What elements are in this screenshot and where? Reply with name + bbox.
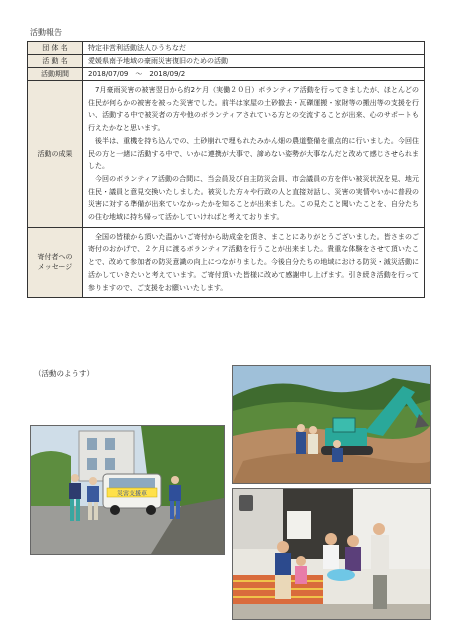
- group-name-label: 団 体 名: [28, 42, 83, 55]
- message-label-line2: メッセージ: [37, 263, 73, 272]
- message-text: [83, 227, 425, 298]
- report-label: 活動報告: [30, 28, 62, 37]
- activity-period-value: 2018/07/09 ～ 2018/09/2: [83, 68, 425, 81]
- results-label: 活動の成果: [28, 81, 83, 228]
- activity-name-label: 活 動 名: [28, 55, 83, 68]
- photo-volunteer-vehicle: [30, 425, 225, 555]
- message-label: [28, 227, 83, 298]
- activity-name-value: 愛媛県南予地域の豪雨災害復旧のための活動: [83, 55, 425, 68]
- row-activity-name: [28, 55, 425, 68]
- message-paragraph-1: 全国の皆様から頂いた温かいご寄付から助成金を頂き、まことにありがとうございました。皆さまのご寄付のおかげで、２ケ月に渡るボランティア活動を行うことが出来ました。貴重な体験をさせて頂いたことで、改めて参加者の防災意識の向上につながりました。今後自分たちの地域における防災・減災活動に活かしていきたいと考えています。ご寄付頂いた皆様に改めて感謝申し上げます。引き続き活動を行って参りますので、ご支援をお願いいたします。: [88, 232, 419, 292]
- report-table: [27, 41, 425, 298]
- results-text: [83, 81, 425, 228]
- photo-excavator-farm-road: [232, 365, 431, 484]
- photo-vehicle-image: [31, 426, 224, 554]
- message-label-line1: 寄付者への: [37, 253, 73, 262]
- row-activity-period: [28, 68, 425, 81]
- vehicle-sign-text: 災害支援車: [116, 490, 148, 498]
- results-paragraph-2: 後半は、重機を持ち込んでの、土砂崩れで埋もれたみかん畑の農道整備を重点的に行いました。今回住民の方と一緒に活動する中で、いかに連携が大事で、諦めない姿勢が大事なんだと改めて感じさせられました。: [88, 136, 419, 171]
- photo-group-image: [233, 489, 430, 619]
- photo-excavator-image: [233, 366, 430, 483]
- photos-label: （活動のようす）: [34, 369, 94, 378]
- row-group-name: [28, 42, 425, 55]
- row-results: [28, 81, 425, 228]
- photo-group-with-residents: [232, 488, 431, 620]
- results-paragraph-1: 7月豪雨災害の被害翌日から約2ケ月（実働２０日）ボランティア活動を行ってきましたが、ほとんどの住民が何らかの被害を被った災害でした。前半は家屋の土砂撤去・瓦礫運搬・家財等の搬出等の支援を行い、活動する中で被災者の方や他のボランティアされている方との交流することが出来、心のサポートも行えたかなと思います。: [88, 86, 419, 133]
- row-message: [28, 227, 425, 298]
- activity-period-label: 活動期間: [28, 68, 83, 81]
- group-name-value: 特定非営利活動法人ひうちなだ: [83, 42, 425, 55]
- results-paragraph-3: 今回のボランティア活動の合間に、当会員及び自主防災会員、市会議員の方を伴い被災状況を見、地元住民・議員と意見交換いたしました。被災した方々や行政の人と直接対話し、災害の実情やいかに普段の災害に対する準備が出来ていなかったかを知ることが出来ました。この見たこと聞いたことを、自分たちの住む地域に持ち帰って活かしていければと考えております。: [88, 174, 419, 222]
